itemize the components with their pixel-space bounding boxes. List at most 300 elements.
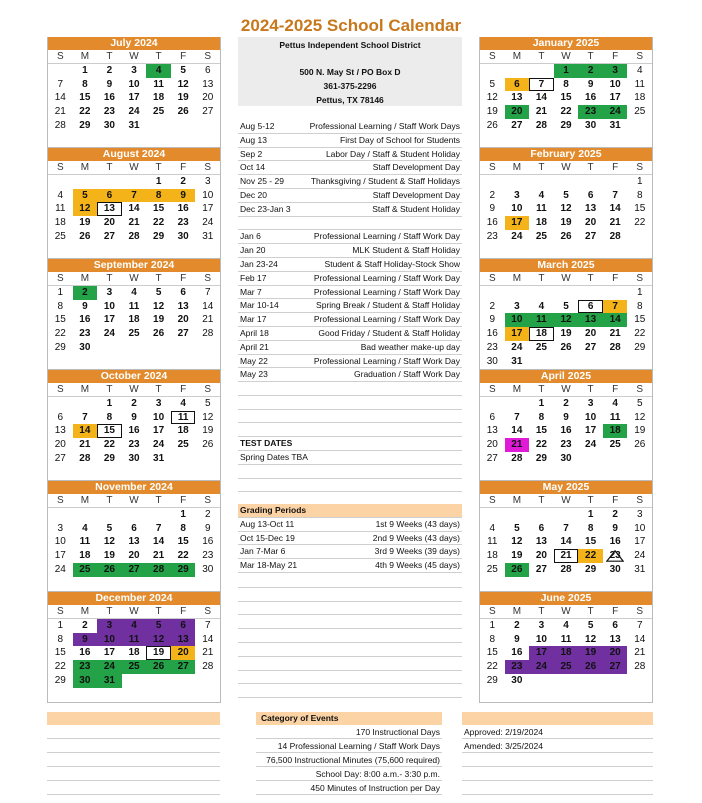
weekday-label: F [612,384,619,395]
category-title: Category of Events [261,713,339,723]
blank-row [462,753,653,767]
day-cell: 2 [106,64,113,76]
month-june-2025 [479,592,653,703]
day-cell [48,133,73,147]
day-cell [578,466,603,480]
day-cell: 16 [79,647,91,659]
day-cell [146,244,171,258]
day-cell: 6 [57,411,64,423]
day-cell: 26 [505,563,530,577]
week-row [48,688,220,702]
day-cell: 6 [131,522,137,534]
weekday-label: S [488,51,496,62]
day-cell: 2 [612,508,618,520]
day-cell: 15 [54,647,66,659]
day-cell: 28 [511,452,523,464]
week-row [480,688,652,702]
day-cell: 10 [153,411,165,423]
day-cell: 22 [79,106,91,118]
day-cell: 27 [486,452,498,464]
day-cell [529,286,554,300]
weekday-header [480,605,652,619]
weekday-label: T [155,162,162,173]
day-cell [529,688,554,702]
event-row [238,203,462,217]
page-title: 2024-2025 School Calendar [240,16,462,35]
day-cell [603,133,628,147]
week-row [480,674,652,688]
blank-row [462,781,653,795]
day-cell: 24 [585,439,597,451]
day-cell: 19 [79,217,91,229]
day-cell: 28 [634,661,646,673]
day-cell: 3 [155,397,162,409]
week-row [48,175,220,189]
day-cell [529,64,554,78]
day-cell: 6 [538,522,545,534]
week-row [480,577,652,591]
day-cell [122,674,147,688]
day-cell [480,577,505,591]
day-cell [195,674,220,688]
weekday-label: W [129,606,139,617]
day-cell: 11 [122,633,147,647]
day-cell [97,175,122,189]
day-cell [73,688,98,702]
event-date: Oct 14 [240,162,266,173]
day-cell [603,355,628,369]
day-cell: 15 [634,314,646,326]
day-cell: 7 [514,411,520,423]
event-date: Aug 13 [240,134,267,145]
day-cell: 24 [54,563,66,575]
weekday-label: S [636,495,644,506]
weekday-header [48,161,220,175]
day-cell: 27 [54,452,66,464]
weekday-label: T [106,495,113,506]
day-cell [48,508,73,522]
weekday-label: F [180,273,187,284]
day-cell: 29 [560,119,572,131]
day-cell [529,175,554,189]
day-cell: 30 [177,230,189,242]
event-row [238,313,462,327]
day-cell: 9 [563,411,569,423]
day-cell: 9 [171,189,196,203]
week-row [480,563,652,577]
day-cell: 4 [180,397,186,409]
grading-range: Oct 15-Dec 19 [240,532,295,543]
week-row [480,78,652,92]
day-cell: 6 [171,619,196,633]
weekday-label: T [538,606,545,617]
event-description: Good Friday / Student & Staff Holiday [318,327,460,338]
weekday-label: M [512,495,522,506]
day-cell: 27 [585,230,597,242]
day-cell: 5 [489,78,496,90]
day-cell: 10 [634,522,646,534]
weekday-label: T [538,384,545,395]
day-cell: 11 [609,411,621,423]
day-cell [627,119,652,133]
day-cell: 16 [128,425,140,437]
day-cell: 30 [560,452,572,464]
day-cell [146,674,171,688]
day-cell: 18 [486,550,498,562]
day-cell [122,244,147,258]
grading-period-row [238,559,462,573]
weekday-label: W [561,162,571,173]
day-cell: 11 [536,203,547,215]
day-cell: 14 [73,424,98,438]
day-cell: 14 [202,300,214,312]
day-cell: 7 [636,619,643,631]
day-cell: 9 [82,300,88,312]
grading-range: Mar 18-May 21 [240,560,298,571]
event-description: Staff & Student Holiday [372,203,460,214]
day-cell [603,577,628,591]
event-description: Professional Learning / Staff Work Day [313,272,460,283]
day-cell [529,466,554,480]
month-title: January 2025 [480,37,652,50]
month-december-2024 [47,592,221,703]
week-row [480,438,652,452]
day-cell [171,688,196,702]
blank-row [238,396,462,410]
day-cell [171,133,196,147]
grading-periods-heading: Grading Periods [238,504,462,518]
weekday-label: W [129,273,139,284]
day-cell [97,133,122,147]
day-cell: 21 [54,106,66,118]
weekday-label: F [612,162,619,173]
weekday-label: W [129,495,139,506]
day-cell [171,244,196,258]
grading-period-row [238,532,462,546]
month-title: April 2025 [480,370,652,383]
day-cell [480,175,505,189]
day-cell: 4 [122,619,147,633]
day-cell: 17 [634,536,646,548]
blank-row [238,574,462,588]
day-cell [480,466,505,480]
day-cell: 25 [554,660,579,674]
day-cell: 30 [202,563,214,575]
day-cell [171,452,196,466]
month-july-2024 [47,37,221,148]
category-of-events [256,725,442,795]
day-cell: 24 [634,550,646,562]
day-cell: 15 [585,536,597,548]
day-cell: 5 [73,189,98,203]
day-cell [505,286,530,300]
day-cell: 22 [535,439,547,451]
day-cell [97,244,122,258]
week-row [480,619,652,633]
week-row [48,646,220,660]
event-date: Jan 6 [240,231,261,242]
day-cell: 14 [609,203,621,215]
day-cell: 9 [587,78,594,90]
event-date: Sep 2 [240,148,263,159]
week-row [48,522,220,536]
day-cell [603,244,628,258]
month-title: October 2024 [48,370,220,383]
day-cell: 19 [578,646,603,660]
day-cell: 25 [609,439,621,451]
day-cell: 8 [180,522,186,534]
day-cell: 3 [587,397,594,409]
day-cell: 9 [612,522,618,534]
week-row [480,64,652,78]
weekday-label: W [561,606,571,617]
day-cell: 15 [153,203,165,215]
day-cell [505,64,530,78]
day-cell [480,64,505,78]
bottom-left-lines [47,725,220,795]
day-cell: 22 [177,550,189,562]
weekday-label: T [587,273,594,284]
month-march-2025 [479,259,653,370]
day-cell: 23 [505,660,530,674]
day-cell: 23 [486,341,498,353]
event-date: Nov 25 - 29 [240,176,284,187]
day-cell: 30 [79,341,91,353]
day-cell: 1 [636,286,643,298]
event-row [238,286,462,300]
day-cell: 4 [563,619,569,631]
day-cell [603,674,628,688]
event-description [310,217,462,230]
day-cell: 9 [73,633,98,647]
day-cell: 31 [153,452,165,464]
weekday-label: F [180,162,187,173]
event-row [238,244,462,258]
district-name: Pettus Independent School District [279,40,421,50]
day-cell: 26 [578,660,603,674]
day-cell: 14 [560,536,572,548]
week-row [480,549,652,563]
day-cell: 11 [55,203,66,215]
day-cell: 24 [511,341,523,353]
weekday-header [480,161,652,175]
blank-row [238,479,462,493]
day-cell: 15 [97,424,122,438]
day-cell: 22 [486,661,498,673]
weekday-header [48,272,220,286]
day-cell: 16 [79,314,91,326]
day-cell: 17 [505,327,530,341]
event-date: Mar 7 [240,286,262,297]
day-cell: 7 [57,78,64,90]
month-title: March 2025 [480,259,652,272]
day-cell [554,355,579,369]
day-cell [554,286,579,300]
day-cell: 8 [146,189,171,203]
week-row [480,327,652,341]
day-cell: 30 [73,674,98,688]
amended-date: Amended: 3/25/2024 [462,739,653,753]
day-cell: 7 [563,522,569,534]
event-description: Professional Learning / Staff Work Day [313,231,460,242]
day-cell: 13 [486,425,498,437]
day-cell: 5 [636,397,643,409]
day-cell [146,119,171,133]
weekday-label: S [56,495,64,506]
weekday-label: T [155,606,162,617]
day-cell: 23 [578,105,603,119]
weekday-label: M [512,51,522,62]
weekday-label: W [129,162,139,173]
day-cell: 14 [153,536,165,548]
day-cell: 18 [603,424,628,438]
day-cell: 8 [57,633,64,645]
day-cell: 31 [97,674,122,688]
event-description: Thanksgiving / Student & Staff Holidays [310,176,460,187]
blank-row [238,410,462,424]
day-cell [505,133,530,147]
weekday-label: M [80,162,90,173]
week-row [48,105,220,119]
week-row [480,522,652,536]
day-cell: 25 [535,341,547,353]
day-cell: 19 [634,425,646,437]
month-title: September 2024 [48,259,220,272]
day-cell: 11 [171,411,196,425]
day-cell [554,674,579,688]
day-cell: 5 [563,300,569,312]
day-cell [146,466,171,480]
day-cell [554,175,579,189]
week-row [48,549,220,563]
weekday-label: W [561,384,571,395]
day-cell: 1 [82,64,88,76]
day-cell: 8 [57,300,64,312]
day-cell: 12 [202,411,214,423]
month-october-2024 [47,370,221,481]
blank-row [47,739,220,753]
day-cell: 3 [204,175,211,187]
weekday-label: M [512,384,522,395]
week-row [480,508,652,522]
approval-info [462,725,653,795]
day-cell: 19 [146,646,171,660]
weekday-label: T [106,606,113,617]
day-cell [171,466,196,480]
day-cell [603,466,628,480]
weekday-label: T [155,273,162,284]
day-cell: 28 [202,328,214,340]
day-cell [627,674,652,688]
day-cell: 5 [180,64,186,76]
day-cell [195,119,220,133]
week-row [480,230,652,244]
day-cell: 10 [585,411,597,423]
day-cell: 16 [202,536,214,548]
day-cell: 22 [103,439,115,451]
day-cell [529,674,554,688]
event-date: Feb 17 [240,272,267,283]
day-cell: 19 [202,425,214,437]
day-cell: 20 [486,439,498,451]
week-row [480,216,652,230]
month-september-2024 [47,259,221,370]
weekday-label: S [636,273,644,284]
day-cell: 15 [634,203,646,215]
day-cell [122,688,147,702]
day-cell [578,688,603,702]
day-cell: 31 [511,355,523,367]
week-row [480,646,652,660]
event-row [238,175,462,189]
day-cell [578,175,603,189]
day-cell: 22 [153,217,165,229]
day-cell: 16 [486,328,498,340]
day-cell [48,244,73,258]
weekday-label: M [80,384,90,395]
day-cell: 4 [82,522,88,534]
day-cell: 22 [578,549,603,563]
day-cell: 3 [57,522,64,534]
weekday-label: M [80,273,90,284]
grading-range: Jan 7-Mar 6 [240,546,286,557]
day-cell: 16 [560,425,572,437]
day-cell: 12 [146,633,171,647]
week-row [48,313,220,327]
day-cell: 17 [585,425,597,437]
blank-row [238,423,462,437]
day-cell: 23 [73,660,98,674]
day-cell [97,577,122,591]
day-cell [505,175,530,189]
day-cell: 18 [634,92,646,104]
day-cell: 7 [204,286,211,298]
day-cell [554,577,579,591]
day-cell: 20 [128,550,140,562]
weekday-header [48,383,220,397]
day-cell: 2 [73,286,98,300]
day-cell [97,508,122,522]
day-cell [480,244,505,258]
day-cell [146,355,171,369]
day-cell: 11 [153,78,164,90]
day-cell: 17 [103,647,115,659]
day-cell: 30 [585,119,597,131]
day-cell: 5 [155,286,162,298]
day-cell: 13 [54,425,66,437]
day-cell [578,286,603,300]
day-cell: 28 [609,341,621,353]
week-row [48,674,220,688]
day-cell: 7 [122,189,147,203]
event-description: Professional Learning / Staff Work Day [313,314,460,325]
day-cell [73,577,98,591]
weekday-label: S [636,606,644,617]
day-cell: 13 [177,300,189,312]
day-cell: 31 [202,230,214,242]
day-cell: 18 [54,217,66,229]
day-cell: 25 [535,230,547,242]
weekday-label: T [538,162,545,173]
left-month-column [47,37,221,703]
day-cell: 29 [171,563,196,577]
day-cell: 7 [82,411,88,423]
event-description: MLK Student & Staff Holiday [352,245,460,256]
day-cell: 12 [634,411,646,423]
month-title: July 2024 [48,37,220,50]
day-cell: 2 [180,175,186,187]
day-cell: 22 [634,217,646,229]
